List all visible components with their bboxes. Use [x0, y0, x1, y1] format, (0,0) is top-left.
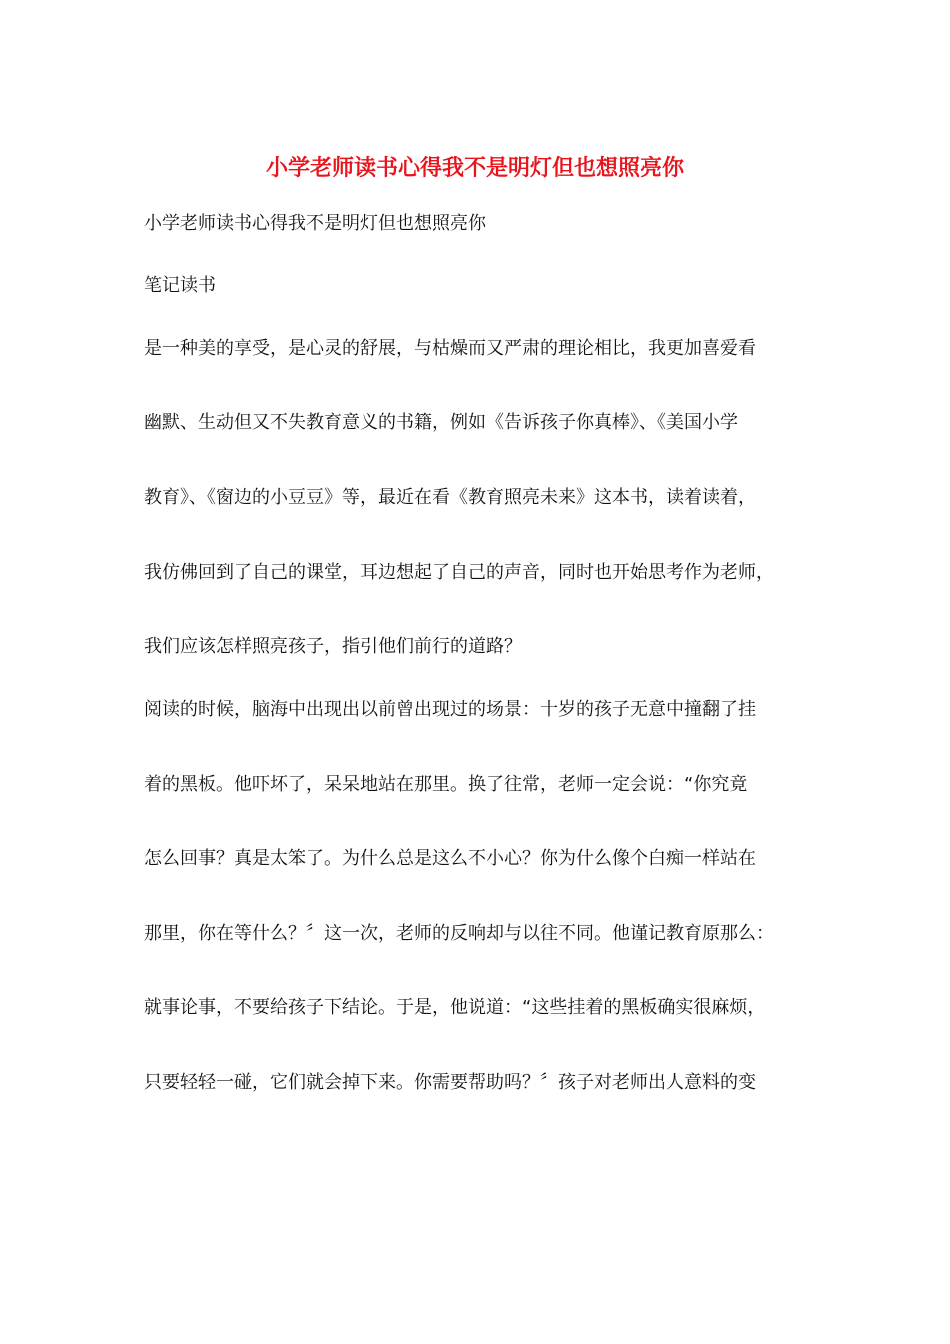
paragraph-line: 着的黑板。他吓坏了，呆呆地站在那里。换了往常，老师一定会说：“你究竟	[144, 774, 748, 795]
paragraph-line: 怎么回事？真是太笨了。为什么总是这么不小心？你为什么像个白痴一样站在	[144, 848, 756, 869]
paragraph-line: 幽默、生动但又不失教育意义的书籍，例如《告诉孩子你真棒》、《美国小学	[144, 412, 738, 433]
paragraph-line: 阅读的时候，脑海中出现出以前曾出现过的场景：十岁的孩子无意中撞翻了挂	[144, 699, 756, 720]
paragraph-line: 是一种美的享受，是心灵的舒展，与枯燥而又严肃的理论相比，我更加喜爱看	[144, 338, 756, 359]
paragraph-line: 我们应该怎样照亮孩子，指引他们前行的道路？	[144, 636, 522, 657]
section-heading: 笔记读书	[144, 275, 216, 296]
subtitle-line: 小学老师读书心得我不是明灯但也想照亮你	[144, 213, 486, 234]
paragraph-line: 就事论事，不要给孩子下结论。于是，他说道：“这些挂着的黑板确实很麻烦，	[144, 997, 766, 1018]
document-title: 小学老师读书心得我不是明灯但也想照亮你	[265, 155, 684, 181]
paragraph-line: 教育》、《窗边的小豆豆》等，最近在看《教育照亮未来》这本书，读着读着，	[144, 487, 756, 508]
paragraph-line: 我仿佛回到了自己的课堂，耳边想起了自己的声音，同时也开始思考作为老师，	[144, 562, 774, 583]
paragraph-line: 那里，你在等什么？〞这一次，老师的反响却与以往不同。他谨记教育原那么：	[144, 923, 774, 944]
paragraph-line: 只要轻轻一碰，它们就会掉下来。你需要帮助吗？〞孩子对老师出人意料的变	[144, 1072, 756, 1093]
